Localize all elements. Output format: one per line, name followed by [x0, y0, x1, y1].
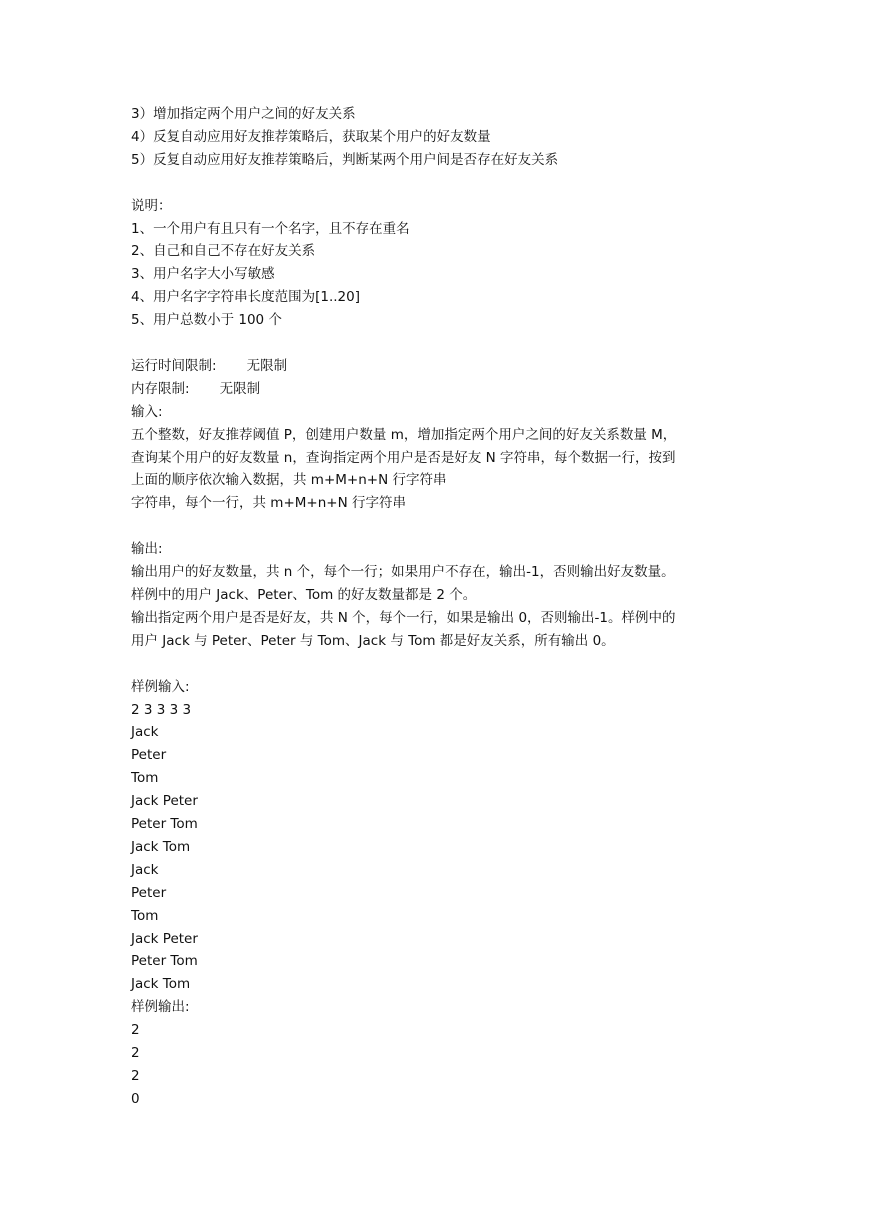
sample-input-line: Peter	[131, 747, 167, 764]
note-item: 4、用户名字字符串长度范围为[1..20]	[131, 289, 360, 306]
sample-input-line: Jack Peter	[131, 793, 198, 810]
output-heading: 输出:	[131, 541, 163, 558]
spacer	[131, 332, 751, 355]
input-description-line: 五个整数，好友推荐阈值 P，创建用户数量 m，增加指定两个用户之间的好友关系数量 M，	[131, 426, 677, 443]
notes-section	[131, 195, 751, 332]
limits-section	[131, 355, 751, 401]
input-description-line: 查询某个用户的好友数量 n，查询指定两个用户是否是好友 N 字符串，每个数据一行，按到	[131, 449, 676, 466]
sample-output-line: 2	[131, 1022, 140, 1039]
output-description-line: 用户 Jack 与 Peter、Peter 与 Tom、Jack 与 Tom 都是好友关系，所有输出 0。	[131, 632, 615, 649]
sample-output-line: 2	[131, 1045, 140, 1062]
sample-output-heading: 样例输出:	[131, 999, 190, 1016]
features-list	[131, 103, 751, 172]
sample-input-line: Jack Tom	[131, 838, 191, 855]
sample-input-line: Jack Peter	[131, 930, 198, 947]
feature-item: 3）增加指定两个用户之间的好友关系	[131, 106, 356, 122]
input-section	[131, 401, 751, 516]
notes-heading: 说明：	[131, 197, 172, 214]
output-description-line: 样例中的用户 Jack、Peter、Tom 的好友数量都是 2 个。	[131, 586, 477, 603]
input-description-line: 上面的顺序依次输入数据，共 m+M+n+N 行字符串	[131, 472, 447, 489]
feature-item: 4）反复自动应用好友推荐策略后，获取某个用户的好友数量	[131, 128, 491, 145]
sample-input-line: Peter Tom	[131, 953, 198, 970]
document-page	[131, 103, 751, 1111]
input-description-line: 字符串，每个一行，共 m+M+n+N 行字符串	[131, 495, 406, 512]
sample-input-line: Peter	[131, 884, 167, 901]
sample-input-line: Tom	[131, 907, 159, 924]
memory-limit: 内存限制: 无限制	[131, 380, 261, 397]
note-item: 5、用户总数小于 100 个	[131, 312, 282, 329]
output-description-line: 输出指定两个用户是否是好友，共 N 个，每个一行，如果是输出 0，否则输出-1。样例中的	[131, 609, 676, 626]
sample-input-line: Jack	[131, 724, 159, 741]
spacer	[131, 172, 751, 195]
time-limit: 运行时间限制: 无限制	[131, 357, 288, 374]
sample-input-line: Peter Tom	[131, 816, 198, 833]
note-item: 1、一个用户有且只有一个名字，且不存在重名	[131, 220, 410, 237]
sample-input-line: 2 3 3 3 3	[131, 701, 192, 718]
sample-input-line: Jack Tom	[131, 976, 191, 993]
spacer	[131, 653, 751, 676]
input-heading: 输入:	[131, 403, 163, 420]
spacer	[131, 515, 751, 538]
sample-input-line: Jack	[131, 861, 159, 878]
sample-output-section	[131, 996, 751, 1111]
sample-input-section	[131, 676, 751, 997]
sample-input-heading: 样例输入:	[131, 678, 190, 695]
feature-item: 5）反复自动应用好友推荐策略后，判断某两个用户间是否存在好友关系	[131, 151, 559, 168]
note-item: 3、用户名字大小写敏感	[131, 266, 275, 283]
sample-input-line: Tom	[131, 770, 159, 787]
sample-output-line: 2	[131, 1068, 140, 1084]
output-description-line: 输出用户的好友数量，共 n 个，每个一行；如果用户不存在，输出-1，否则输出好友数量。	[131, 564, 675, 581]
sample-output-line: 0	[131, 1090, 140, 1107]
output-section	[131, 538, 751, 653]
note-item: 2、自己和自己不存在好友关系	[131, 243, 316, 260]
